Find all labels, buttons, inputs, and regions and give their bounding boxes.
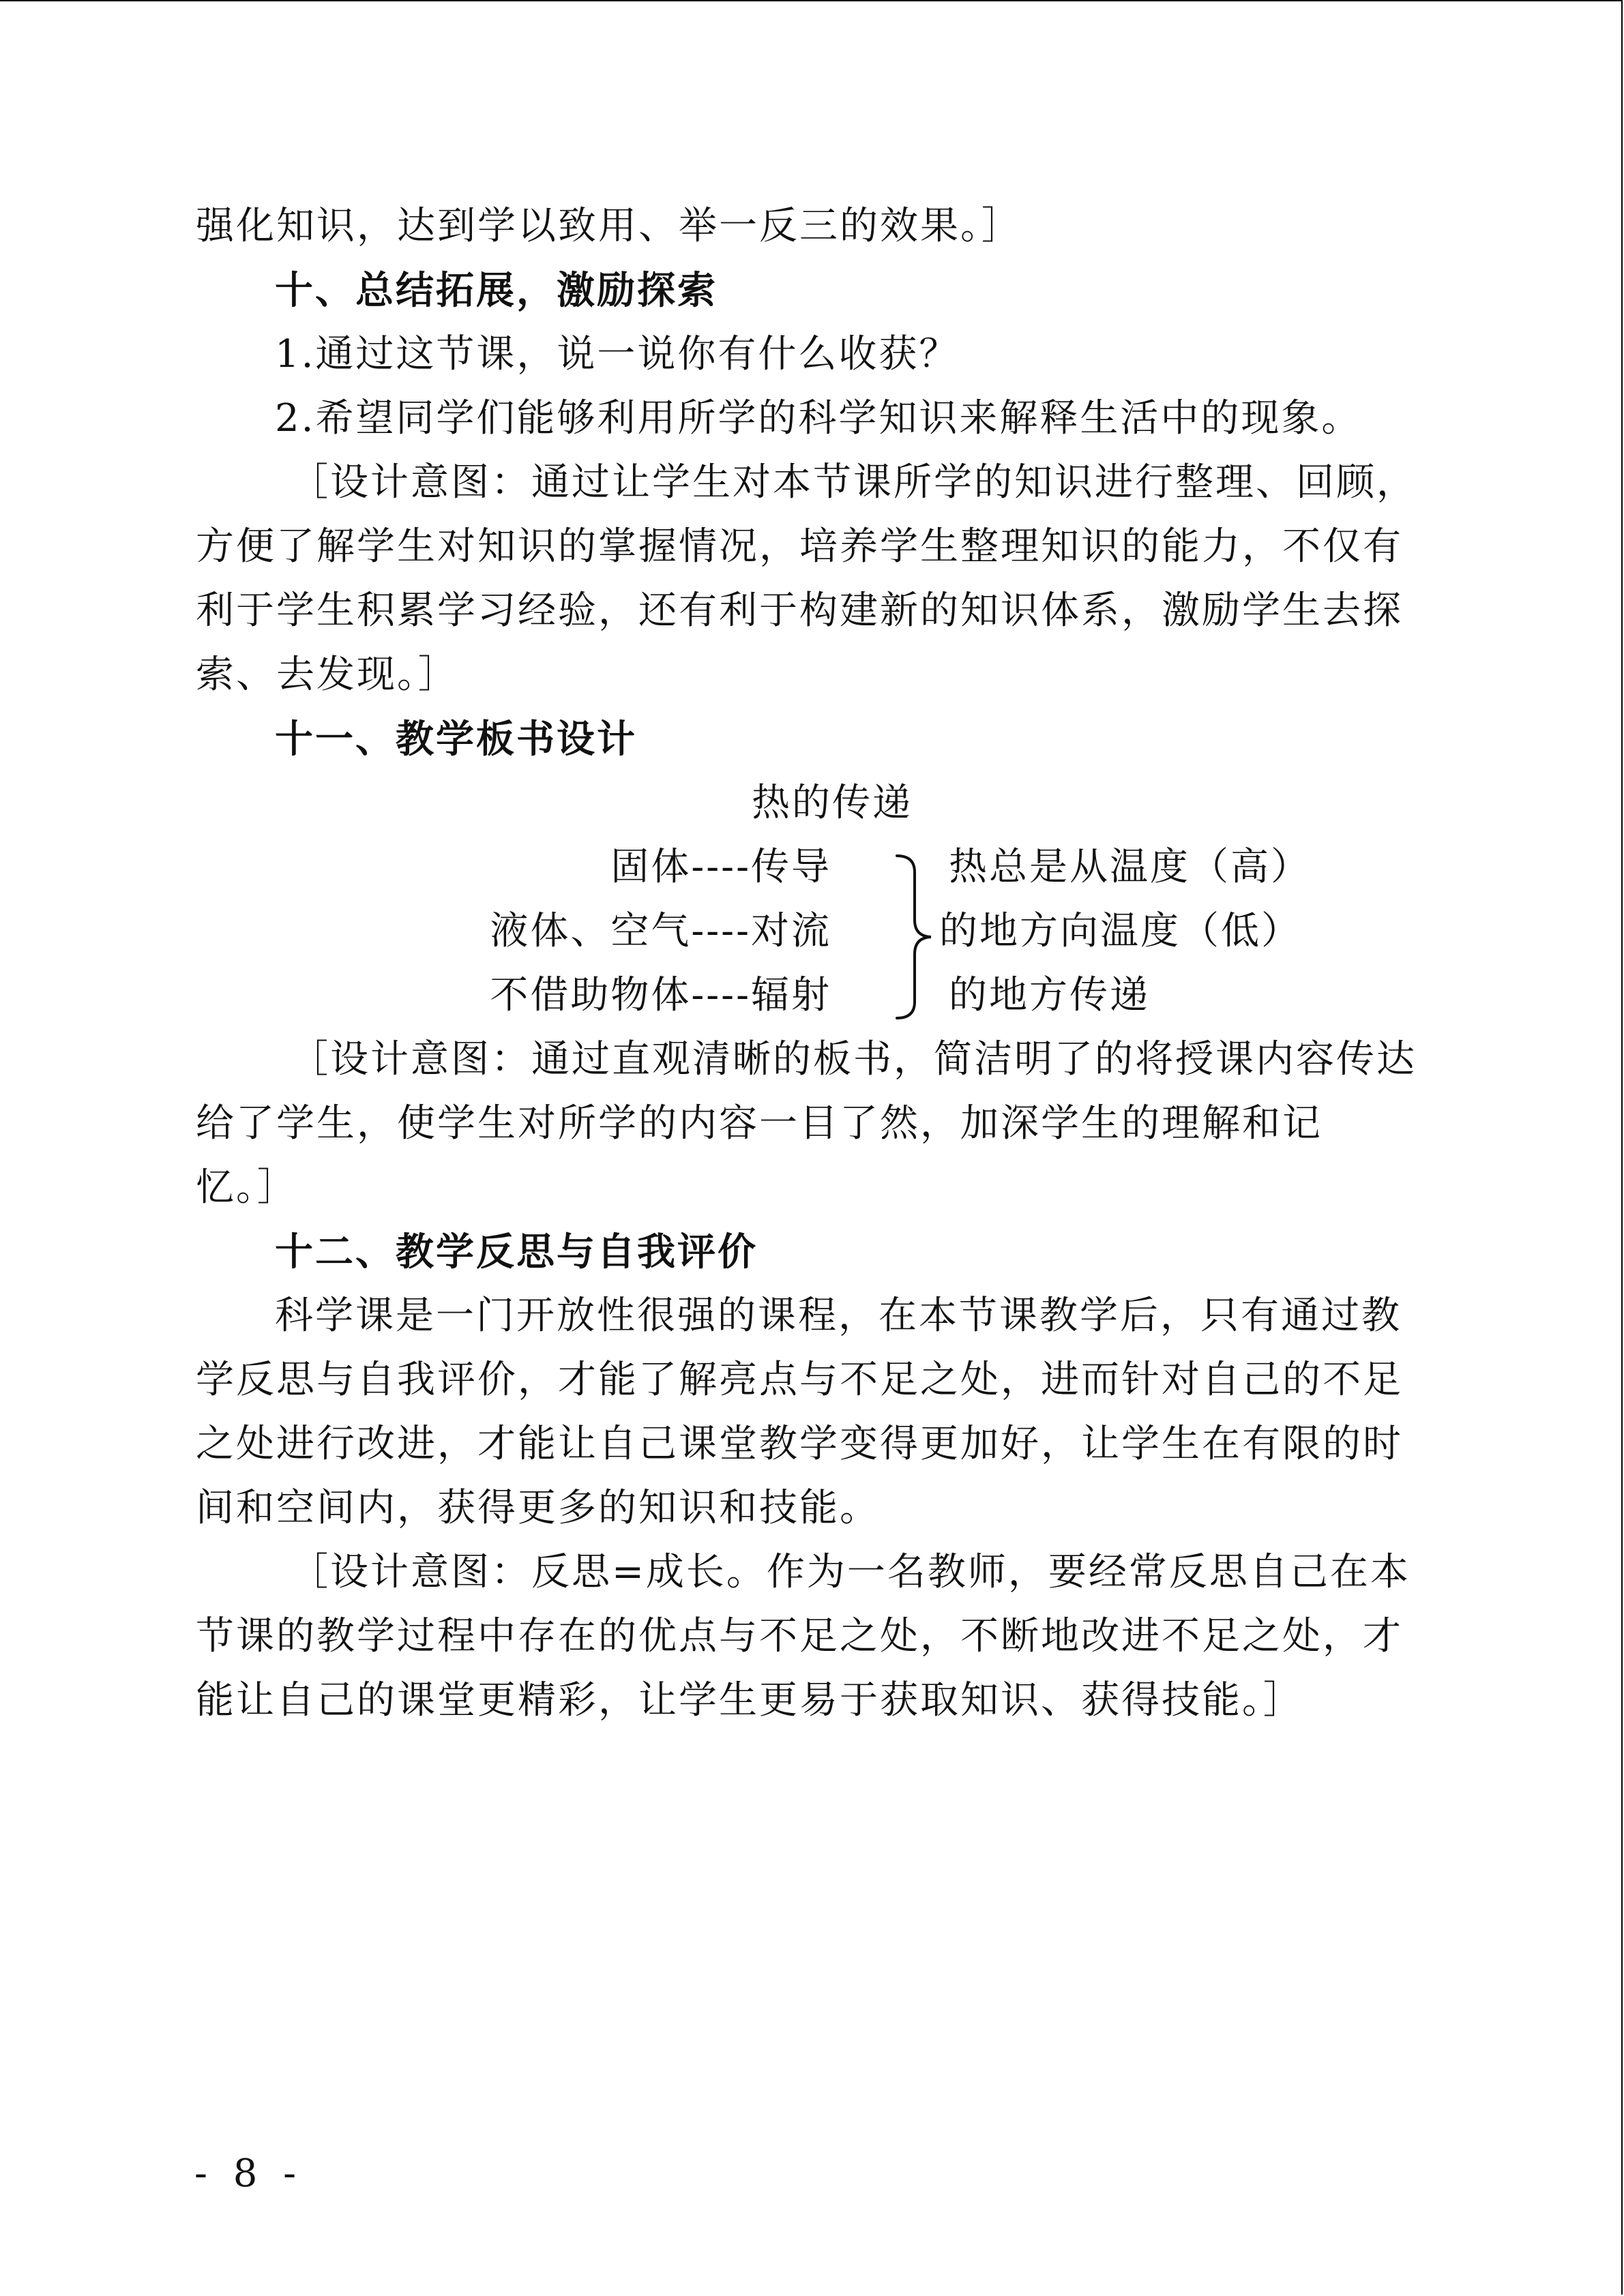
paragraph-line: 间和空间内，获得更多的知识和技能。 [196, 1486, 880, 1530]
paragraph-line: 之处进行改进，才能让自己课堂教学变得更加好，让学生在有限的时 [196, 1422, 1403, 1466]
paragraph-line: 2.希望同学们能够利用所学的科学知识来解释生活中的现象。 [275, 396, 1362, 441]
board-left-item: 液体、空气----对流 [490, 909, 831, 953]
board-left-item: 固体----传导 [610, 845, 831, 889]
document-body [196, 194, 1423, 1733]
design-intent-line: ［设计意图：通过直观清晰的板书，简洁明了的将授课内容传达 [290, 1037, 1417, 1082]
paragraph-line: 节课的教学过程中存在的优点与不足之处，不断地改进不足之处，才 [196, 1614, 1403, 1658]
paragraph-line: 强化知识，达到学以致用、举一反三的效果。］ [196, 204, 1022, 248]
design-intent-line: ［设计意图：通过让学生对本节课所学的知识进行整理、回顾， [290, 460, 1417, 505]
board-title: 热的传递 [752, 781, 913, 825]
board-right-item: 的地方传递 [949, 973, 1150, 1017]
board-left-item: 不借助物体----辐射 [490, 973, 831, 1017]
section-heading-10: 十、总结拓展，激励探索 [275, 268, 718, 313]
board-right-item: 热总是从温度（高） [949, 845, 1311, 889]
paragraph-line: 索、去发现。］ [196, 653, 458, 697]
paragraph-line: 忆。］ [196, 1165, 297, 1210]
paragraph-line: 学反思与自我评价，才能了解亮点与不足之处，进而针对自己的不足 [196, 1358, 1403, 1402]
section-heading-12: 十二、教学反思与自我评价 [275, 1229, 758, 1274]
board-right-item: 的地方向温度（低） [939, 909, 1301, 953]
paragraph-line: 科学课是一门开放性很强的课程，在本节课教学后，只有通过教 [275, 1294, 1402, 1338]
blackboard-design [196, 771, 1423, 1028]
paragraph-line: 给了学生，使学生对所学的内容一目了然，加深学生的理解和记 [196, 1101, 1323, 1146]
design-intent-line: ［设计意图：反思=成长。作为一名教师，要经常反思自己在本 [290, 1550, 1411, 1594]
paragraph-line: 1.通过这节课，说一说你有什么收获？ [275, 332, 960, 376]
paragraph-line: 能让自己的课堂更精彩，让学生更易于获取知识、获得技能。］ [196, 1678, 1303, 1723]
page-number: - 8 - [194, 2151, 304, 2196]
section-heading-11: 十一、教学板书设计 [275, 717, 637, 762]
curly-brace-icon [891, 852, 939, 1022]
paragraph-line: 方便了解学生对知识的掌握情况，培养学生整理知识的能力，不仅有 [196, 524, 1403, 569]
paragraph-line: 利于学生积累学习经验，还有利于构建新的知识体系，激励学生去探 [196, 588, 1403, 633]
